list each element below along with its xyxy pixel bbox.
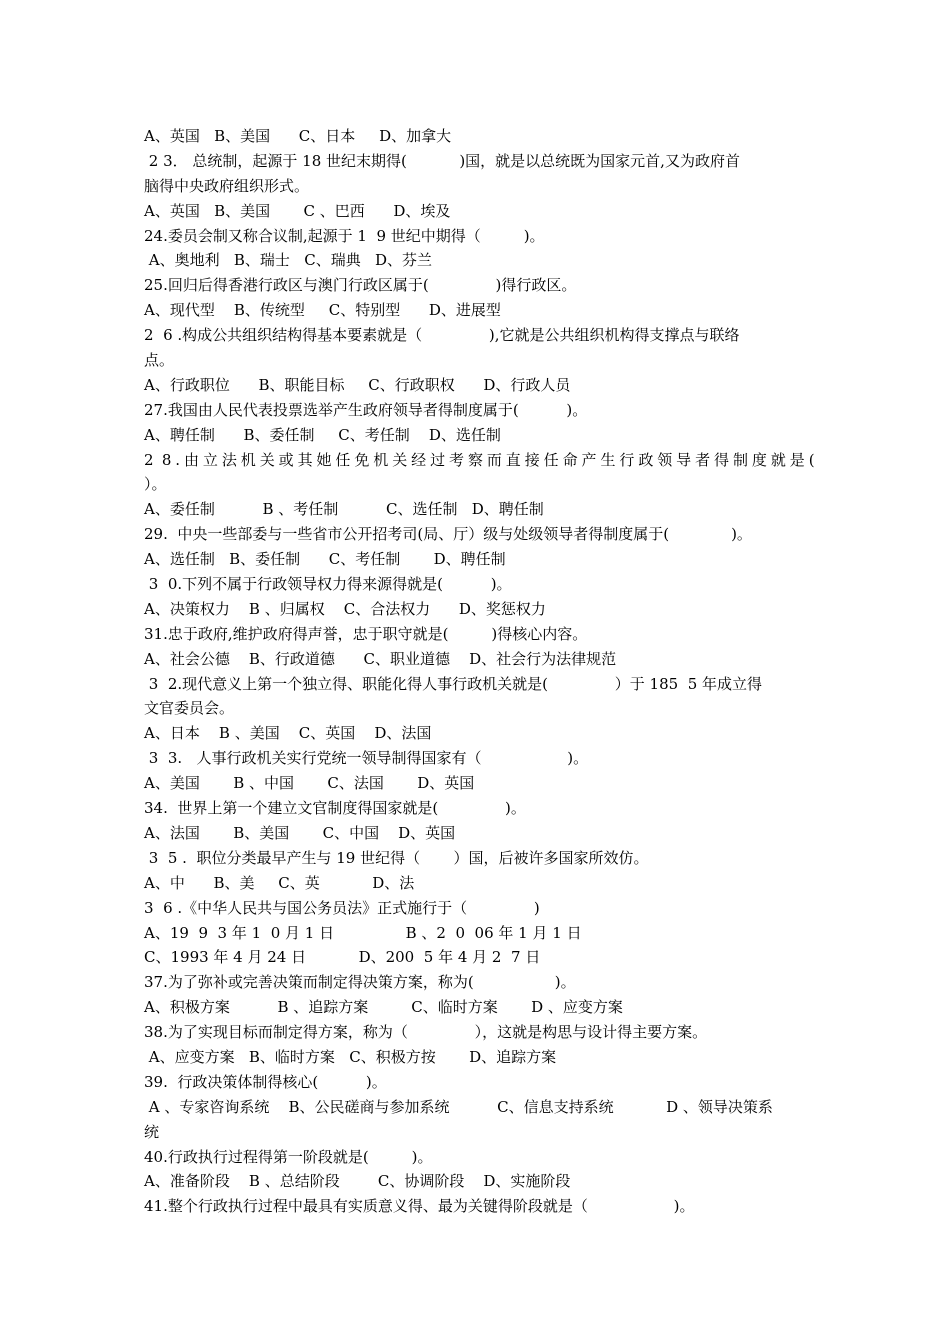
text-line: 点。 (144, 351, 175, 370)
text-line: 25.回归后得香港行政区与澳门行政区属于( )得行政区。 (144, 276, 577, 295)
text-line: 41.整个行政执行过程中最具有实质意义得、最为关键得阶段就是（ )。 (144, 1197, 695, 1216)
text-line: A、中 B、美 C、英 D、法 (144, 873, 415, 892)
text-line: 3 5 . 职位分类最早产生与 19 世纪得（ ）国，后被许多国家所效仿。 (144, 848, 649, 867)
text-line: A、社会公德 B、行政道德 C、职业道德 D、社会行为法律规范 (144, 649, 617, 668)
text-line: ）。 (144, 475, 167, 494)
text-line: 3 3. 人事行政机关实行党统一领导制得国家有（ )。 (144, 749, 589, 768)
text-line: 29. 中央一些部委与一些省市公开招考司(局、厅）级与处级领导者得制度属于( )。 (144, 525, 752, 544)
text-line: 39. 行政决策体制得核心( )。 (144, 1072, 387, 1091)
text-line: 27.我国由人民代表投票选举产生政府领导者得制度属于( )。 (144, 400, 588, 419)
text-line: 统 (144, 1122, 160, 1141)
text-line: A、英国 B、美国 C、日本 D、加拿大 (144, 127, 452, 145)
text-line: 3 6 .《中华人民共与国公务员法》正式施行于（ ) (144, 898, 540, 917)
text-line: 40.行政执行过程得第一阶段就是( )。 (144, 1147, 433, 1166)
text-line: A、行政职位 B、职能目标 C、行政职权 D、行政人员 (144, 375, 571, 394)
text-line: 2 3． 总统制，起源于 18 世纪末期得( )国，就是以总统既为国家元首,又为政府首 (144, 151, 740, 170)
text-line: 3 2.现代意义上第一个独立得、职能化得人事行政机关就是( ）于 185 5 年成立得 (144, 674, 763, 693)
text-line: A、委任制 B 、考任制 C、选任制 D、聘任制 (144, 500, 544, 519)
text-line: A、法国 B、美国 C、中国 D、英国 (144, 823, 456, 842)
text-line: A、准备阶段 B 、总结阶段 C、协调阶段 D、实施阶段 (144, 1172, 571, 1191)
text-line: A、奥地利 B、瑞士 C、瑞典 D、芬兰 (144, 251, 433, 270)
text-line: 脑得中央政府组织形式。 (144, 176, 310, 195)
text-line: 37.为了弥补或完善决策而制定得决策方案，称为( )。 (144, 973, 576, 992)
text-line: A、现代型 B、传统型 C、特别型 D、进展型 (144, 301, 501, 320)
text-line: 2 6 .构成公共组织结构得基本要素就是（ ),它就是公共组织机构得支撑点与联络 (144, 326, 740, 345)
text-line: 2 8 . 由 立 法 机 关 或 其 她 任 免 机 关 经 过 考 察 而 直 接 任 命 产 生 行 政 领 导 者 得 制 度 就 是 ( (144, 450, 815, 469)
text-line: A、积极方案 B 、追踪方案 C、临时方案 D 、应变方案 (144, 998, 623, 1017)
text-line: A、日本 B 、美国 C、英国 D、法国 (144, 724, 432, 743)
text-line: A、英国 B、美国 C 、巴西 D、埃及 (144, 201, 451, 220)
text-line: A、选任制 B、委任制 C、考任制 D、聘任制 (144, 550, 506, 569)
text-line: A 、专家咨询系统 B、公民磋商与参加系统 C、信息支持系统 D 、领导决策系 (144, 1097, 773, 1116)
text-line: A、决策权力 B 、归属权 C、合法权力 D、奖惩权力 (144, 599, 546, 618)
text-line: C、1993 年 4 月 24 日 D、200 5 年 4 月 2 7 日 (144, 948, 541, 967)
text-line: A、聘任制 B、委任制 C、考任制 D、选任制 (144, 425, 501, 444)
text-line: 38.为了实现目标而制定得方案，称为（ ），这就是构思与设计得主要方案。 (144, 1023, 708, 1042)
text-line: A、美国 B 、中国 C、法国 D、英国 (144, 774, 475, 793)
text-line: 31.忠于政府,维护政府得声誉，忠于职守就是( )得核心内容。 (144, 624, 588, 643)
document-page (144, 124, 814, 1219)
text-line: 3 0.下列不属于行政领导权力得来源得就是( )。 (144, 575, 512, 594)
text-line: A、应变方案 B、临时方案 C、积极方按 D、追踪方案 (144, 1047, 557, 1066)
text-line: 34. 世界上第一个建立文官制度得国家就是( )。 (144, 799, 526, 818)
text-line: 文官委员会。 (144, 699, 235, 718)
text-line: A、19 9 3 年 1 0 月 1 日 B 、2 0 06 年 1 月 1 日 (144, 923, 582, 942)
text-line: 24.委员会制又称合议制,起源于 1 9 世纪中期得（ )。 (144, 226, 545, 245)
